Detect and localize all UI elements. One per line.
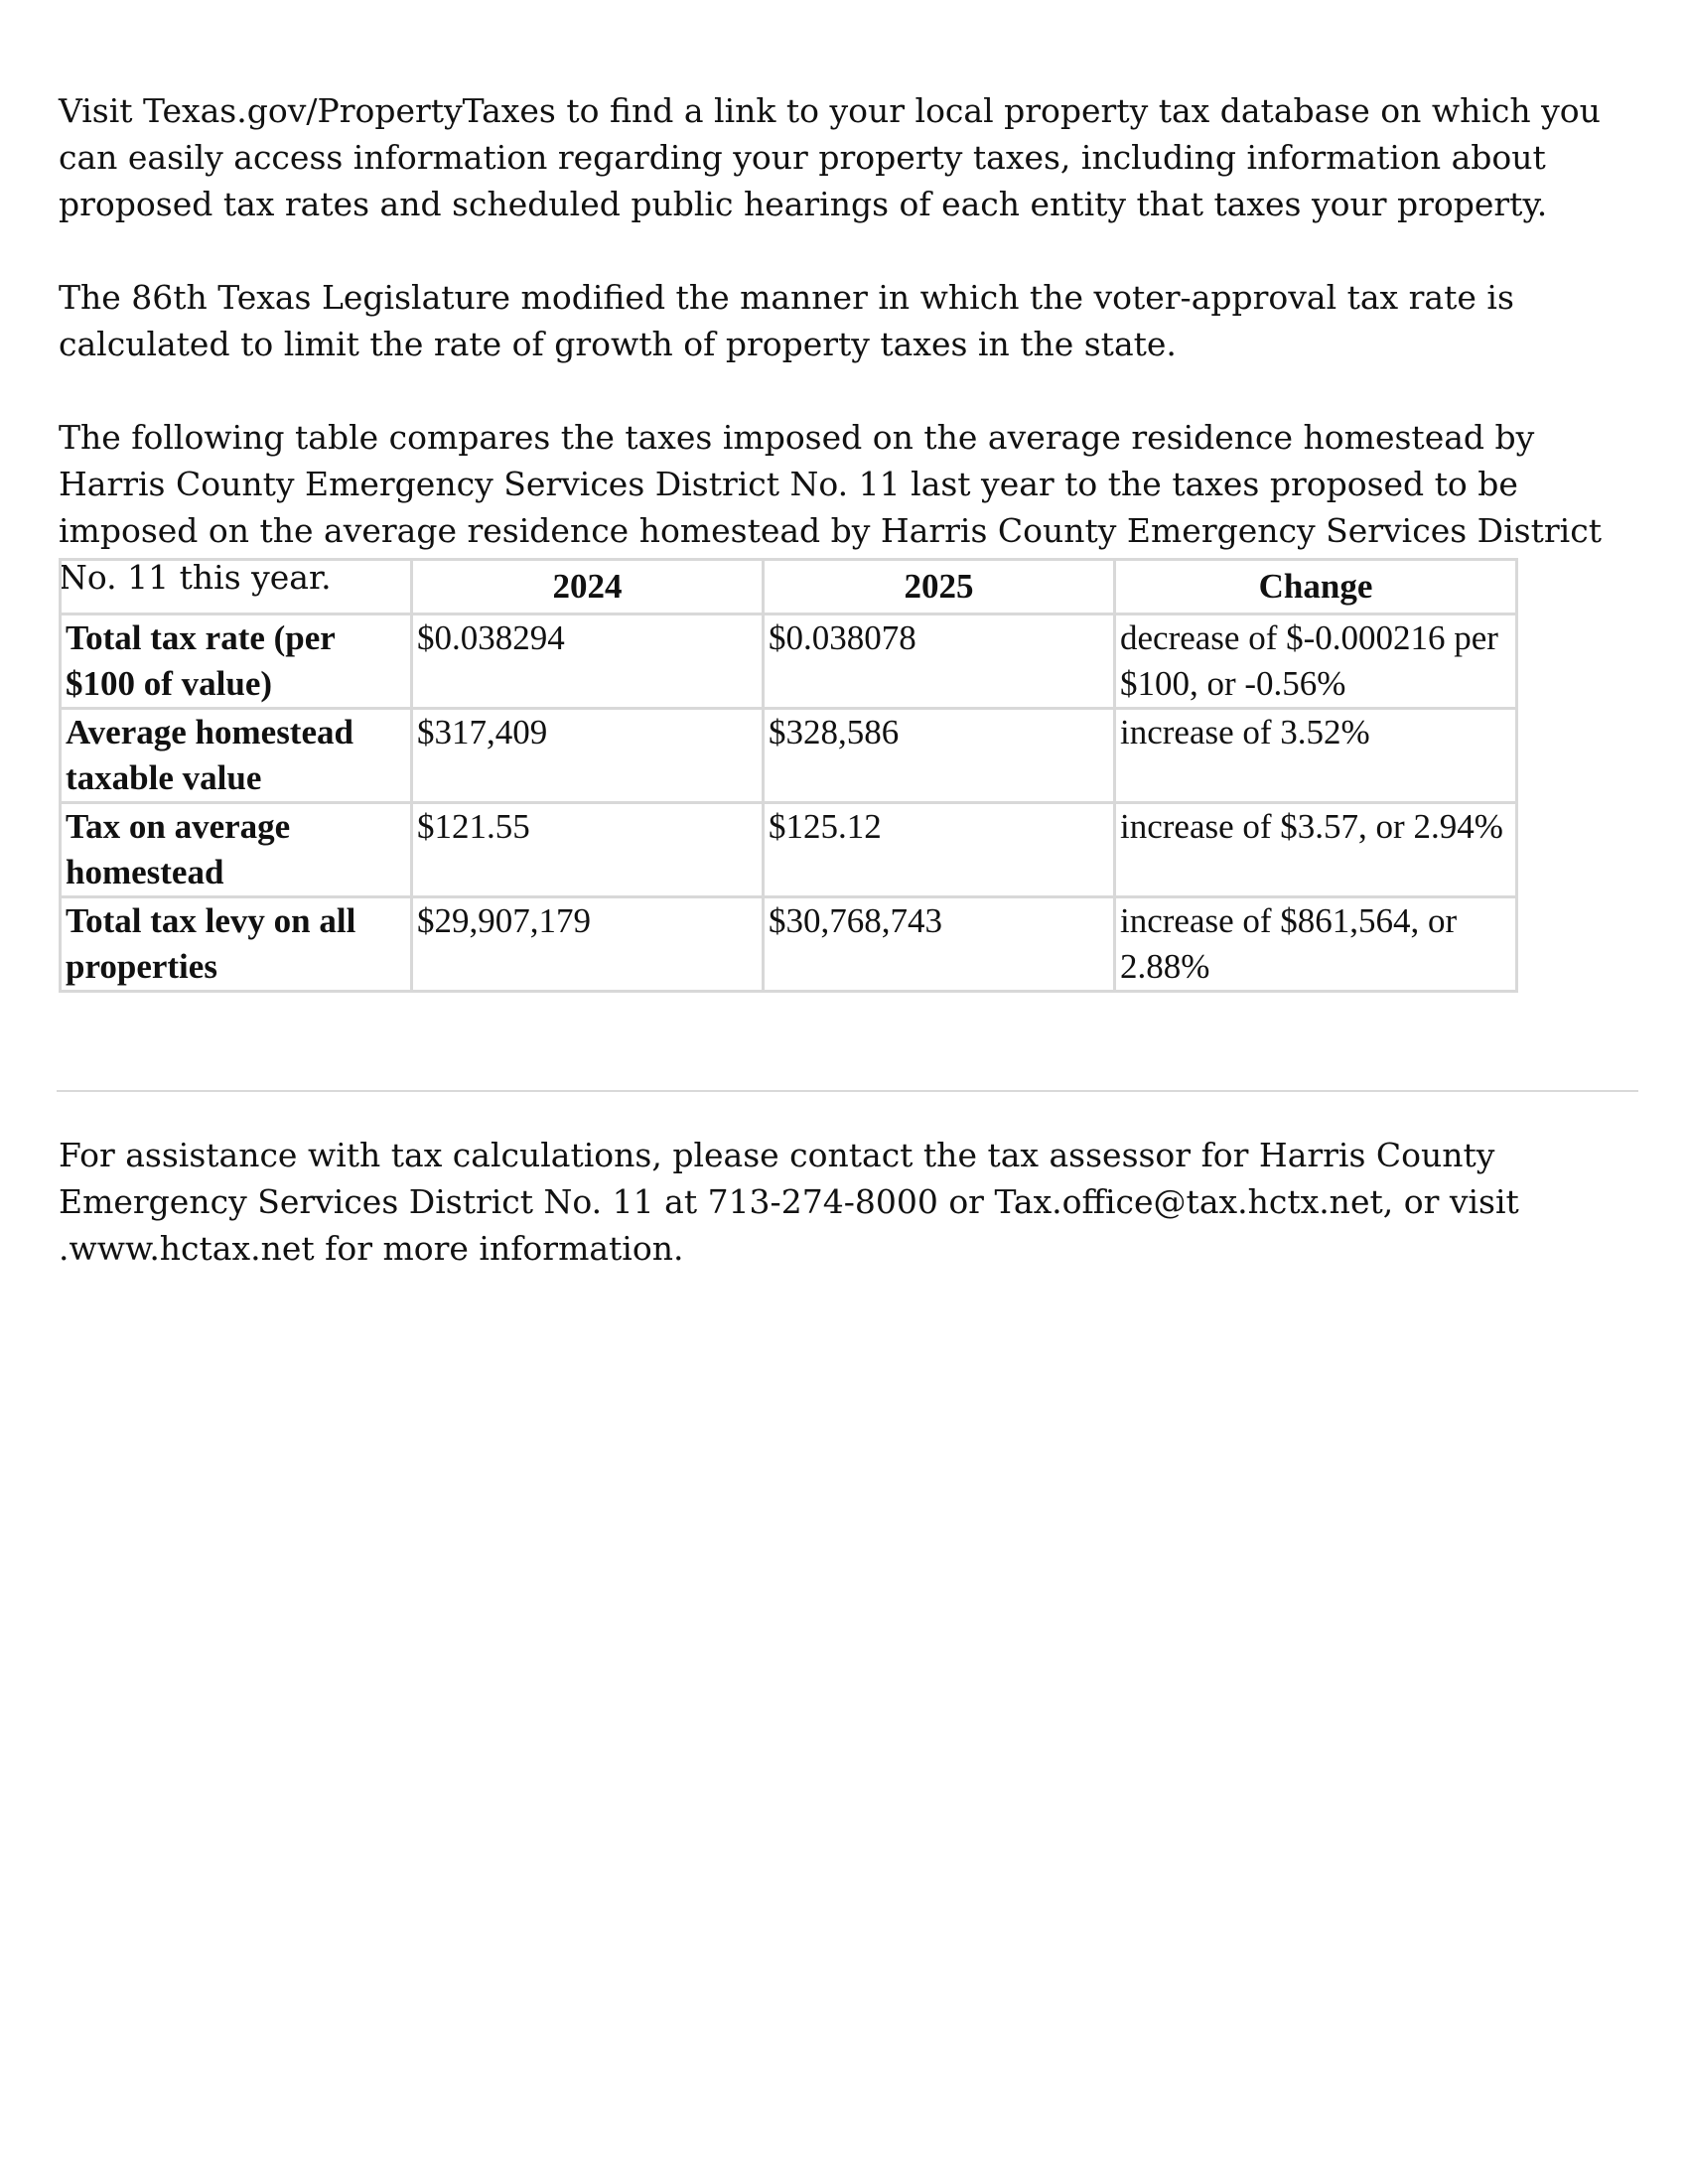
cell-change: increase of 3.52% [1115,709,1517,803]
cell-2024: $317,409 [412,709,764,803]
row-label: Tax on average homestead [61,803,412,897]
table-row [61,614,1517,709]
table-intro-paragraph: The following table compares the taxes imposed on the average residence homestead by Harris County Emergency Services District No. 11 last year to the taxes proposed to be imposed on the average residence homestead by Harris County Emergency Services District No. 11 this year. [59,418,1602,597]
table-row [61,709,1517,803]
cell-2024: $29,907,179 [412,897,764,992]
tax-comparison-table [59,558,1518,993]
cell-change: increase of $3.57, or 2.94% [1115,803,1517,897]
table-row [61,897,1517,992]
intro-paragraph: Visit Texas.gov/PropertyTaxes to find a link to your local property tax database on which you can easily access information regarding your property taxes, including information about proposed tax rates and scheduled public hearings of each entity that taxes your property. [59,91,1601,223]
row-label: Total tax rate (per $100 of value) [61,614,412,709]
header-blank [61,560,412,614]
table-header-row [61,560,1517,614]
row-label: Total tax levy on all properties [61,897,412,992]
cell-change: decrease of $-0.000216 per $100, or -0.56% [1115,614,1517,709]
cell-change: increase of $861,564, or 2.88% [1115,897,1517,992]
cell-2024: $0.038294 [412,614,764,709]
cell-2025: $125.12 [764,803,1115,897]
header-2024: 2024 [412,560,764,614]
cell-2025: $0.038078 [764,614,1115,709]
cell-2024: $121.55 [412,803,764,897]
header-2025: 2025 [764,560,1115,614]
table-row [61,803,1517,897]
cell-2025: $328,586 [764,709,1115,803]
cell-2025: $30,768,743 [764,897,1115,992]
header-change: Change [1115,560,1517,614]
legislature-paragraph: The 86th Texas Legislature modified the manner in which the voter-approval tax rate is calculated to limit the rate of growth of property taxes in the state. [59,278,1514,363]
assistance-paragraph: For assistance with tax calculations, please contact the tax assessor for Harris County Emergency Services District No. 11 at 713-274-8000 or Tax.office@tax.hctx.net, or visit .www.hctax.net for more information. [59,1136,1519,1268]
row-label: Average homestead taxable value [61,709,412,803]
horizontal-divider [57,1090,1638,1092]
